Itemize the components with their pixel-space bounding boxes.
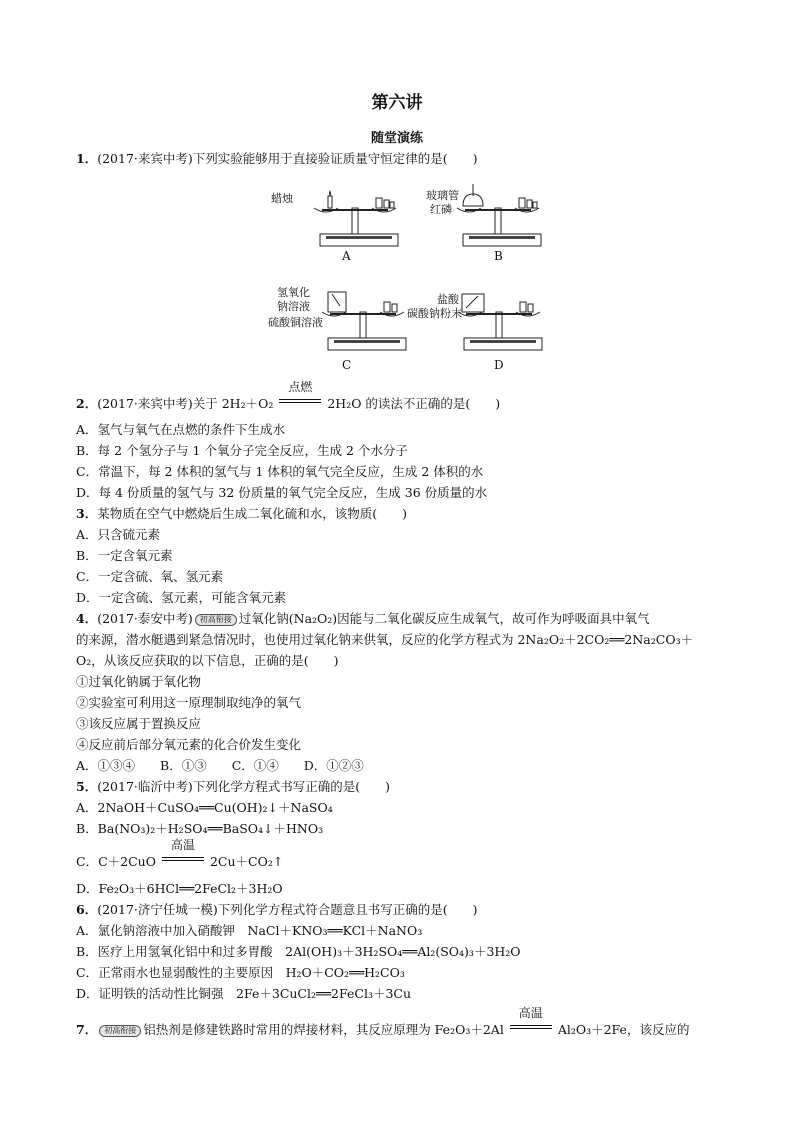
option-b: B．每 2 个氢分子与 1 个氧分子完全反应，生成 2 个水分子 — [76, 443, 408, 458]
option-b: B．Ba(NO₃)₂＋H₂SO₄══BaSO₄↓＋HNO₃ — [76, 821, 324, 836]
question-number: 4． — [76, 611, 98, 626]
statement-4: ④反应前后部分氧元素的化合价发生变化 — [76, 737, 302, 752]
question-4 — [76, 610, 650, 628]
page-subtitle: 随堂演练 — [370, 131, 423, 146]
question-text-post: 2H₂O 的读法不正确的是( ) — [327, 396, 501, 411]
question-3 — [76, 505, 407, 523]
question-text-line-1: 过氧化钠(Na₂O₂)因能与二氧化碳反应生成氧气，故可作为呼吸面具中氧气 — [238, 611, 650, 626]
option-a: A．只含硫元素 — [76, 527, 161, 542]
statement-1: ①过氧化钠属于氧化物 — [76, 674, 202, 689]
label-glass-tube: 玻璃管 — [426, 189, 459, 202]
balance-figure-c — [316, 290, 416, 352]
question-text-line-3: O₂，从该反应获取的以下信息，正确的是( ) — [76, 653, 339, 668]
question-text-post: Al₂O₃＋2Fe，该反应的 — [557, 1022, 690, 1037]
label-red-phosphorus: 红磷 — [430, 203, 452, 216]
question-source: (2017·泰安中考) — [97, 611, 193, 626]
answer-options: A．①③④ B．①③ C．①④ D．①②③ — [76, 758, 364, 773]
reaction-condition: 高温 — [162, 850, 204, 868]
option-a: A．氯化钠溶液中加入硝酸钾 NaCl＋KNO₃══KCl＋NaNO₃ — [76, 923, 423, 938]
option-c: C．一定含硫、氧、氢元素 — [76, 569, 224, 584]
question-5 — [76, 778, 390, 796]
bridge-badge: 初高衔接 — [195, 614, 237, 626]
question-number: 3． — [76, 506, 98, 521]
label-hydrochloric-acid: 盐酸 — [437, 293, 459, 306]
balance-figure-a — [300, 186, 410, 248]
option-c: C．C＋2CuO 高温 2Cu＋CO₂↑ — [76, 838, 284, 869]
question-number: 7． — [76, 1022, 98, 1037]
figure-caption-b: B — [494, 249, 503, 263]
figure-caption-c: C — [342, 358, 352, 372]
question-text-pre: (2017·来宾中考)关于 2H₂＋O₂ — [97, 396, 274, 411]
question-2 — [76, 380, 501, 413]
option-d: D．证明铁的活动性比铜强 2Fe＋3CuCl₂══2FeCl₃＋3Cu — [76, 986, 412, 1001]
option-c: C．正常雨水也显弱酸性的主要原因 H₂O＋CO₂══H₂CO₃ — [76, 965, 405, 980]
option-d: D．一定含硫、氢元素，可能含氧元素 — [76, 590, 287, 605]
label-sodium-hydroxide-2: 钠溶液 — [277, 300, 310, 313]
balance-figure-d — [452, 290, 552, 352]
question-text: (2017·临沂中考)下列化学方程式书写正确的是( ) — [97, 779, 390, 794]
option-d: D．Fe₂O₃＋6HCl══2FeCl₂＋3H₂O — [76, 881, 283, 896]
label-candle: 蜡烛 — [271, 192, 293, 205]
option-a: A．氢气与氧气在点燃的条件下生成水 — [76, 422, 286, 437]
question-7 — [76, 1006, 690, 1039]
label-sodium-carbonate: 碳酸钠粉末 — [407, 307, 462, 320]
option-c: C．常温下，每 2 体积的氢气与 1 体积的氧气完全反应，生成 2 体积的水 — [76, 464, 484, 479]
label-copper-sulfate: 硫酸铜溶液 — [268, 316, 323, 329]
question-text-line-2: 的来源，潜水艇遇到紧急情况时，也使用过氧化钠来供氧，反应的化学方程式为 2Na₂O₂＋2CO₂══2Na₂CO₃＋ — [76, 632, 694, 647]
question-6 — [76, 901, 478, 919]
page-title: 第六讲 — [371, 93, 423, 113]
label-sodium-hydroxide-1: 氢氧化 — [277, 286, 310, 299]
option-b: B．医疗上用氢氧化铝中和过多胃酸 2Al(OH)₃＋3H₂SO₄══Al₂(SO₄)₃＋3H₂O — [76, 944, 521, 959]
option-d: D．每 4 份质量的氢气与 32 份质量的氧气完全反应，生成 36 份质量的水 — [76, 485, 488, 500]
figure-caption-a: A — [342, 249, 351, 263]
question-number: 6． — [76, 902, 98, 917]
question-text-pre: 铝热剂是修建铁路时常用的焊接材料，其反应原理为 Fe₂O₃＋2Al — [143, 1022, 504, 1037]
option-a: A．2NaOH＋CuSO₄══Cu(OH)₂↓＋NaSO₄ — [76, 800, 333, 815]
question-1 — [76, 150, 478, 168]
option-b: B．一定含氧元素 — [76, 548, 173, 563]
question-number: 1． — [76, 151, 98, 166]
bridge-badge: 初高衔接 — [99, 1025, 141, 1037]
question-text: 某物质在空气中燃烧后生成二氧化硫和水，该物质( ) — [97, 506, 407, 521]
figure-caption-d: D — [494, 358, 504, 372]
reaction-condition: 高温 — [510, 1018, 552, 1036]
question-text: (2017·济宁任城一模)下列化学方程式符合题意且书写正确的是( ) — [97, 902, 478, 917]
reaction-condition: 点燃 — [279, 392, 321, 410]
statement-2: ②实验室可利用这一原理制取纯净的氧气 — [76, 695, 302, 710]
question-text: (2017·来宾中考)下列实验能够用于直接验证质量守恒定律的是( ) — [97, 151, 478, 166]
question-number: 5． — [76, 779, 98, 794]
balance-figure-b — [443, 184, 553, 248]
statement-3: ③该反应属于置换反应 — [76, 716, 202, 731]
question-number: 2． — [76, 396, 98, 411]
